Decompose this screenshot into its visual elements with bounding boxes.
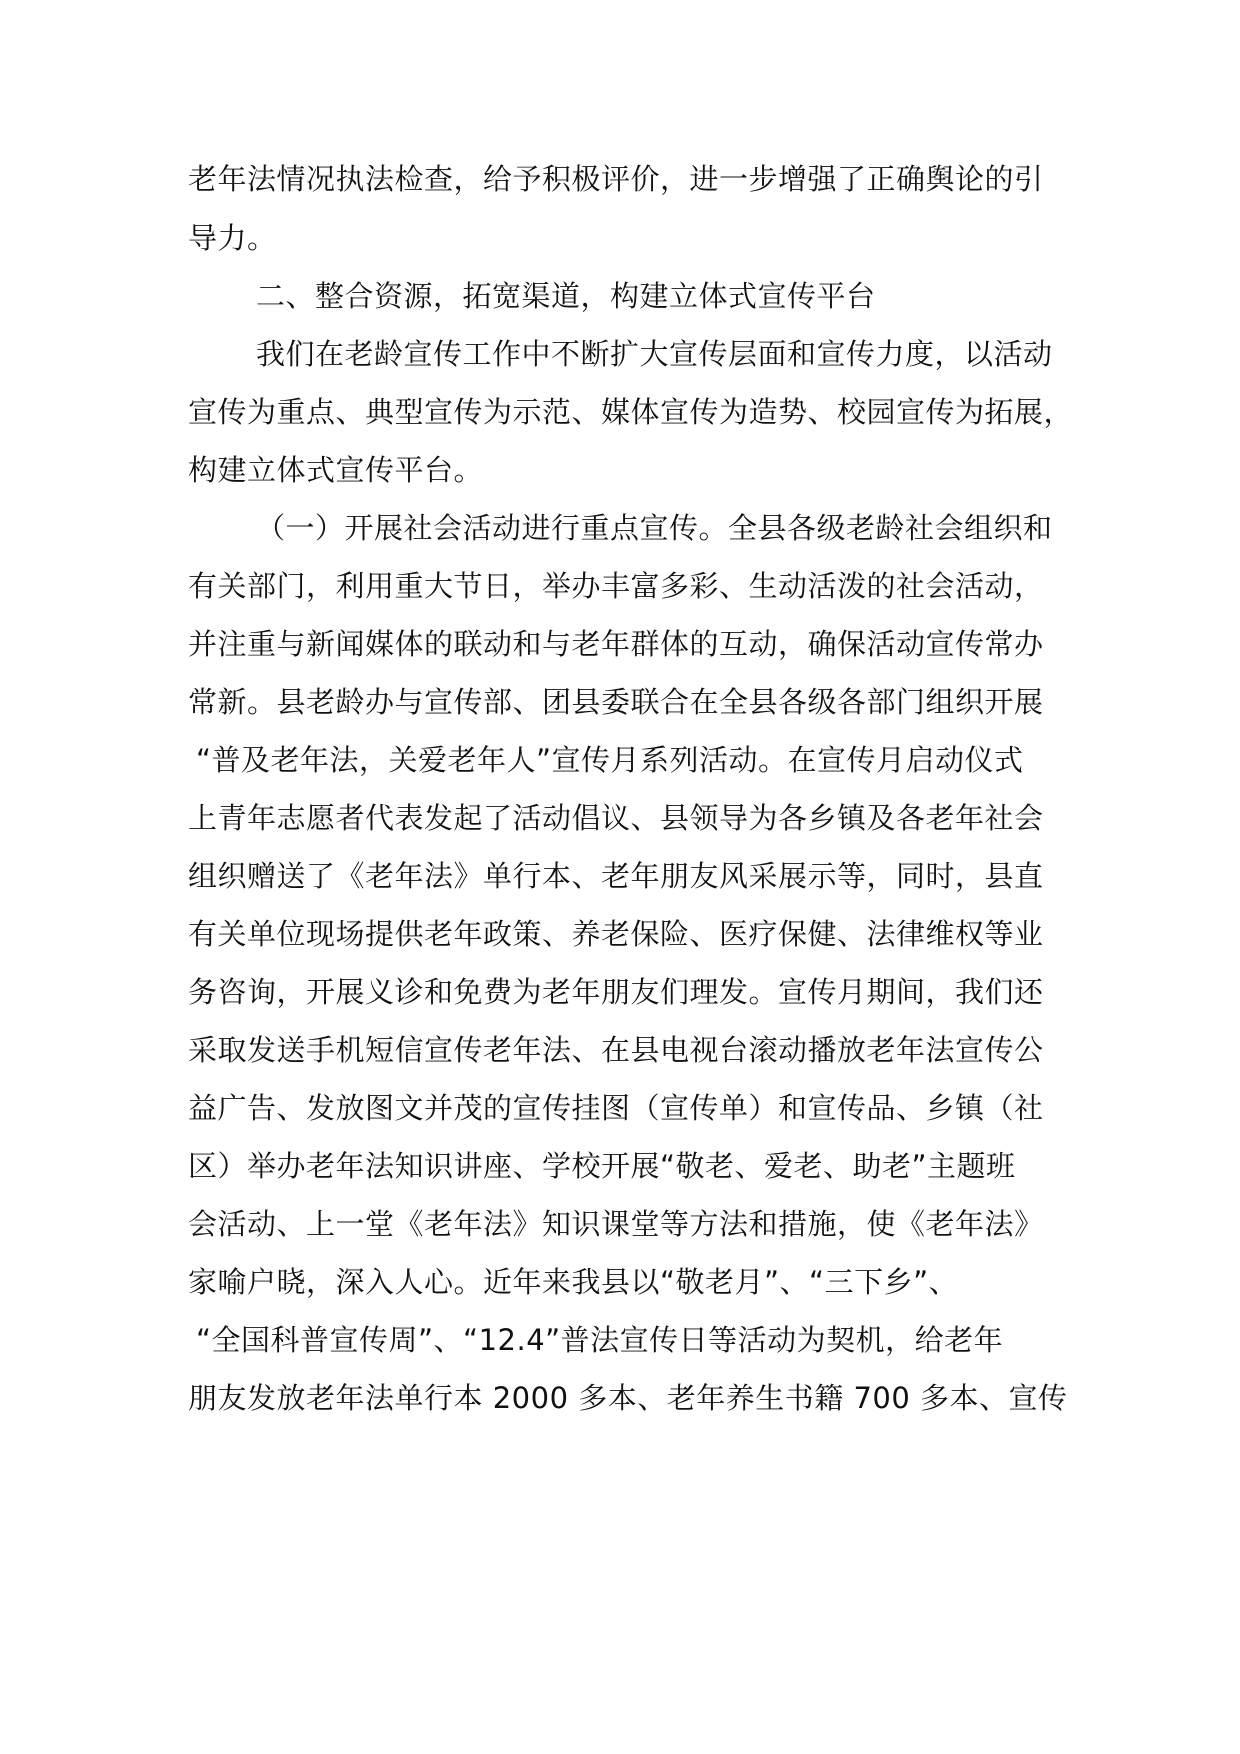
text-line-9: 并注重与新闻媒体的联动和与老年群体的互动，确保活动宣传常办	[188, 627, 1044, 661]
text-line-17: 益广告、发放图文并茂的宣传挂图（宣传单）和宣传品、乡镇（社	[188, 1091, 1044, 1125]
text-line-6: 构建立体式宣传平台。	[188, 453, 484, 487]
text-line-5: 宣传为重点、典型宣传为示范、媒体宣传为造势、校园宣传为拓展，	[188, 395, 1074, 429]
text-line-16: 采取发送手机短信宣传老年法、在县电视台滚动播放老年法宣传公	[188, 1033, 1044, 1067]
text-line-14: 有关单位现场提供老年政策、养老保险、医疗保健、法律维权等业	[188, 917, 1044, 951]
text-line-21: “全国科普宣传周”、“12.4”普法宣传日等活动为契机，给老年	[196, 1323, 1004, 1357]
text-line-10: 常新。县老龄办与宣传部、团县委联合在全县各级各部门组织开展	[188, 685, 1044, 719]
text-line-12: 上青年志愿者代表发起了活动倡议、县领导为各乡镇及各老年社会	[188, 801, 1044, 835]
text-line-11: “普及老年法，关爱老年人”宣传月系列活动。在宣传月启动仪式	[196, 743, 1024, 777]
text-line-15: 务咨询，开展义诊和免费为老年朋友们理发。宣传月期间，我们还	[188, 975, 1044, 1009]
text-line-2: 导力。	[188, 221, 277, 255]
text-line-4: 我们在老龄宣传工作中不断扩大宣传层面和宣传力度，以活动	[256, 337, 1053, 371]
text-line-1: 老年法情况执法检查，给予积极评价，进一步增强了正确舆论的引	[188, 162, 1044, 196]
text-line-19: 会活动、上一堂《老年法》知识课堂等方法和措施，使《老年法》	[188, 1207, 1044, 1241]
text-line-22: 朋友发放老年法单行本 2000 多本、老年养生书籍 700 多本、宣传	[188, 1381, 1068, 1415]
subsection-line-1: （一）开展社会活动进行重点宣传。全县各级老龄社会组织和	[256, 511, 1053, 545]
section-heading-2: 二、整合资源，拓宽渠道，构建立体式宣传平台	[256, 279, 876, 313]
text-line-18: 区）举办老年法知识讲座、学校开展“敬老、爱老、助老”主题班	[188, 1149, 1016, 1183]
text-line-13: 组织赠送了《老年法》单行本、老年朋友风采展示等，同时，县直	[188, 859, 1044, 893]
text-line-20: 家喻户晓，深入人心。近年来我县以“敬老月”、“三下乡”、	[188, 1265, 959, 1299]
text-line-8: 有关部门，利用重大节日，举办丰富多彩、生动活泼的社会活动，	[188, 569, 1044, 603]
